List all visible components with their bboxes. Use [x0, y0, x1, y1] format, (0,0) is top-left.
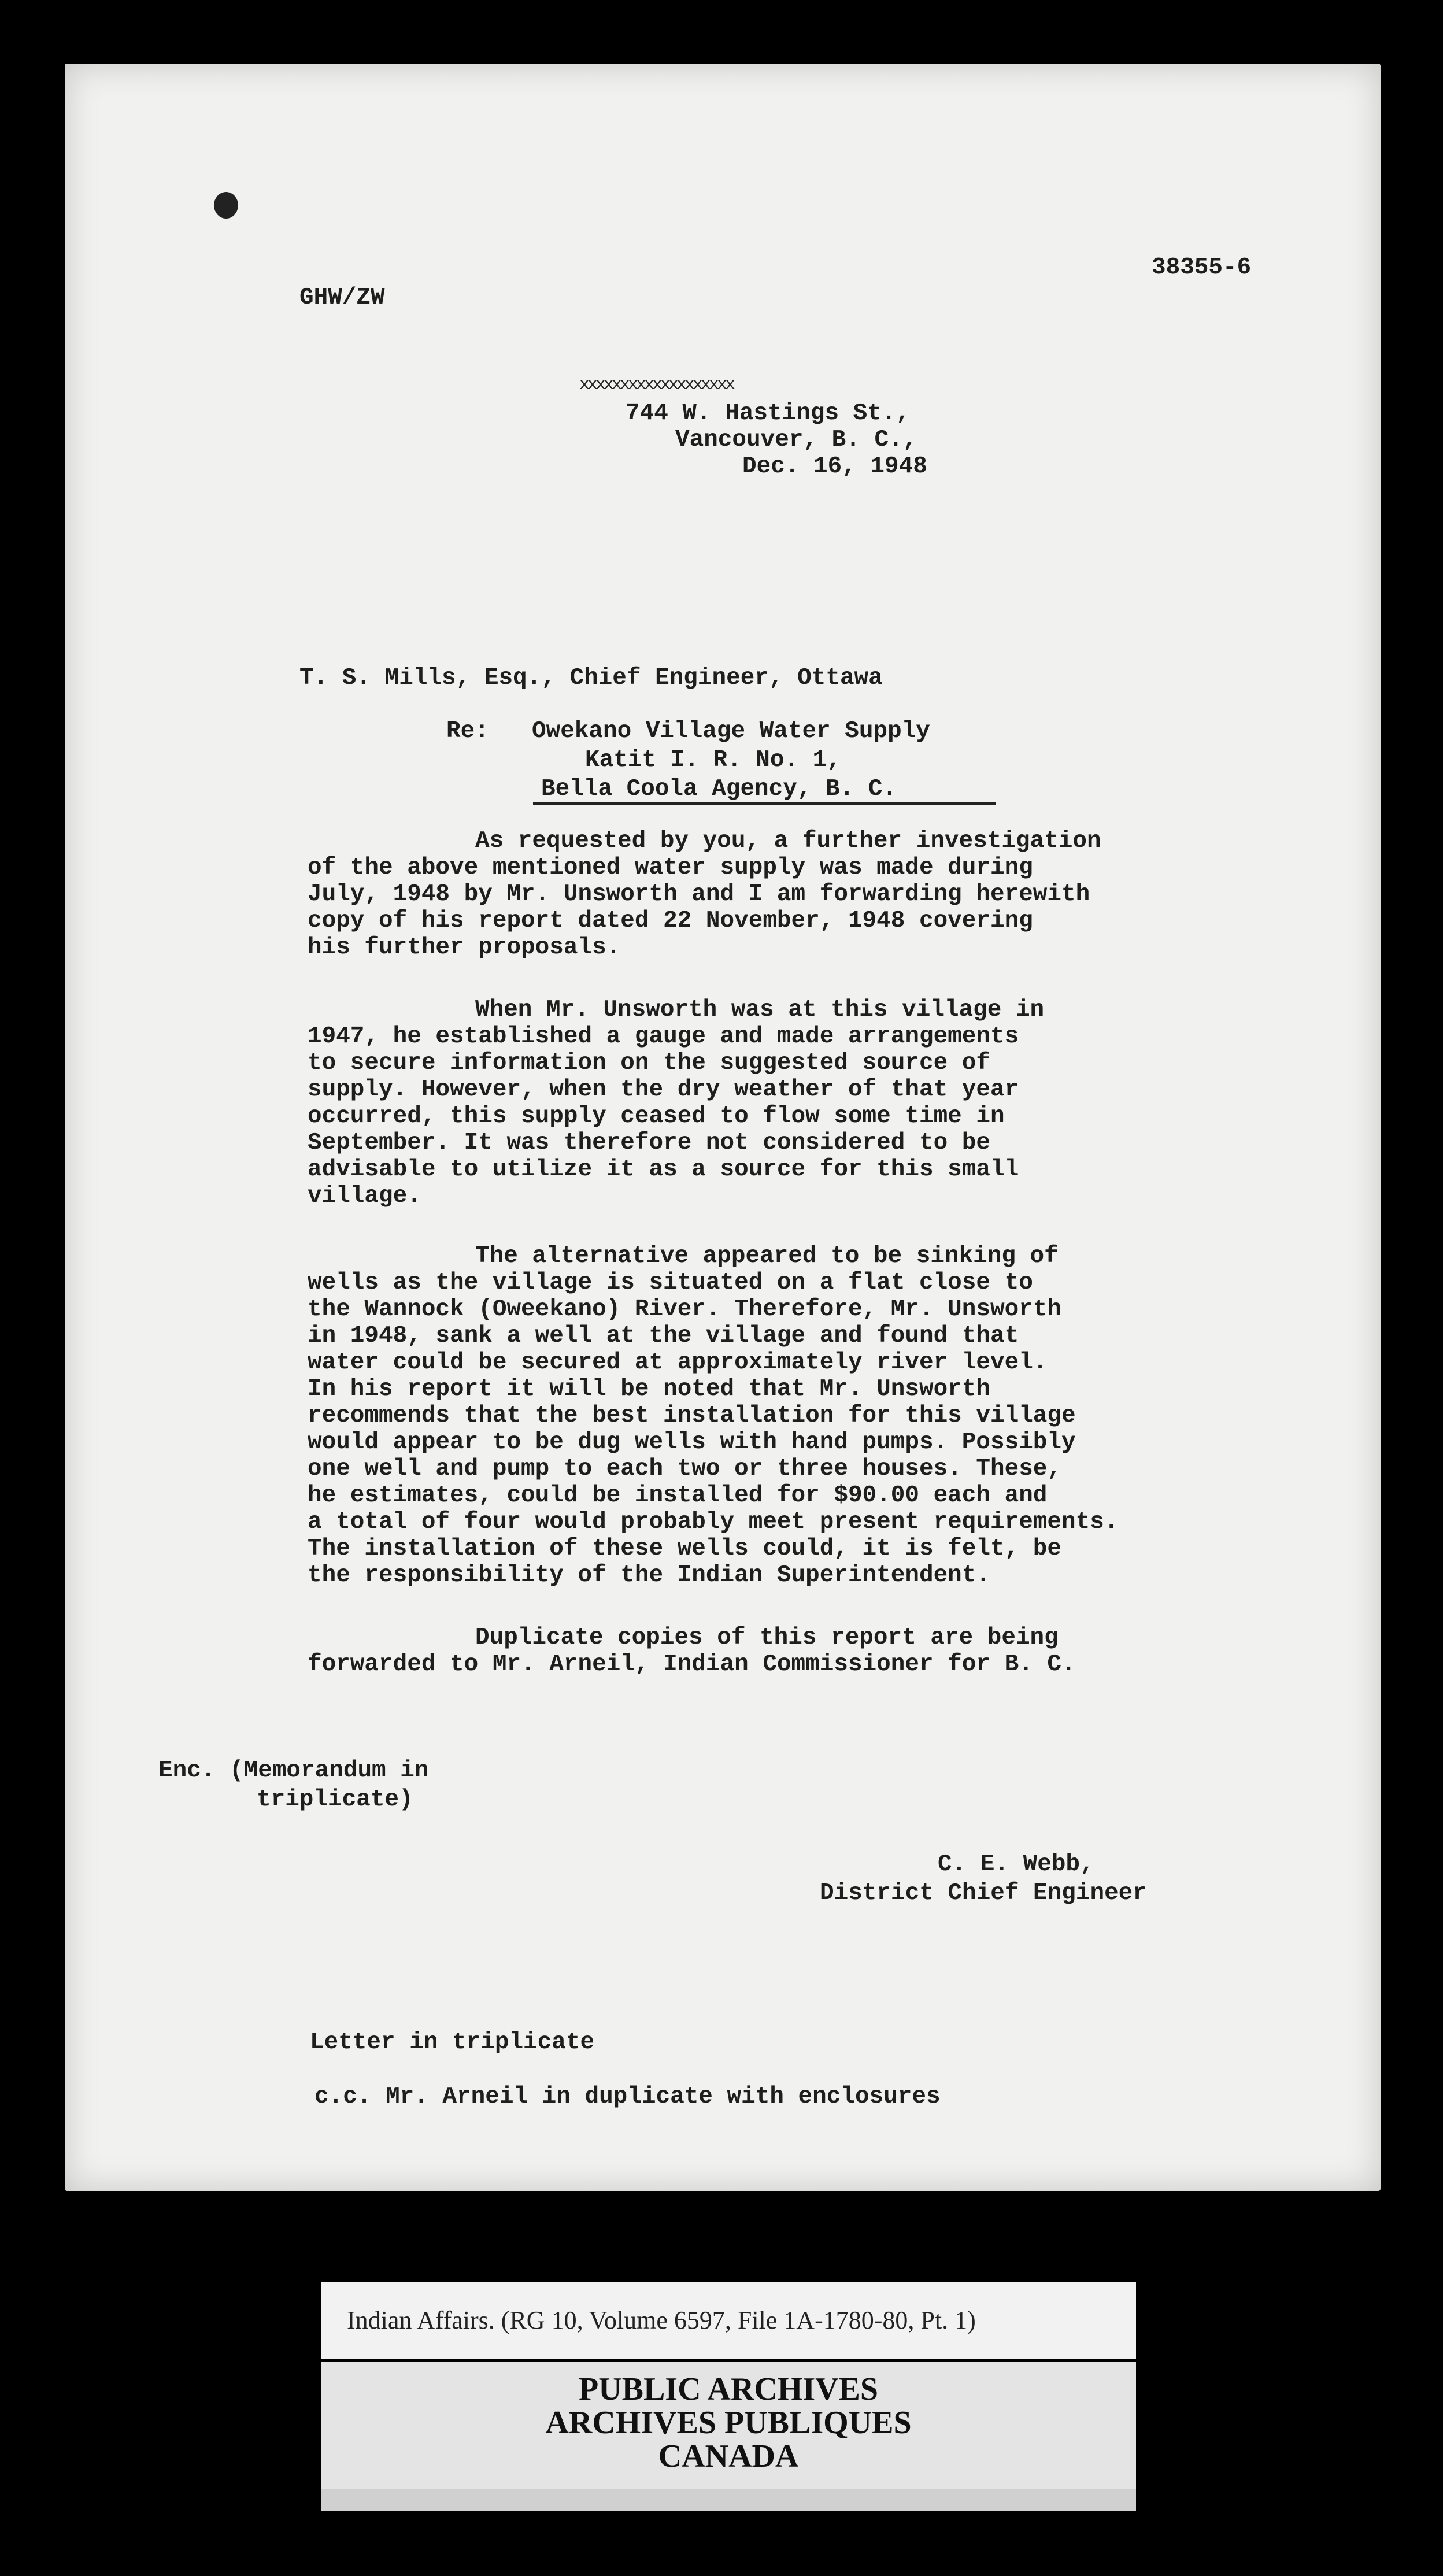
paragraph-3: The alternative appeared to be sinking of wells as the village is situated on a flat close to the Wannock (Oweekano) River. Therefore, Mr. Unsworth in 1948, sank a well at the village and found that water could be secured at approximately river level. In his report it will be noted that Mr. Unsworth recommends that the best installation for this village would appear to be dug wells with hand pumps. Possibly one well and pump to each two or three houses. These, he estimates, could be installed for $90.00 each and a total of four would probably meet present requirements. The installation of these wells could, it is felt, be the responsibility of the Indian Superintendent.	[308, 1243, 1119, 1589]
letter-page	[65, 64, 1381, 2191]
archives-stamp	[321, 2362, 1136, 2489]
file-number: 38355-6	[1152, 254, 1252, 281]
stamp-line-1: PUBLIC ARCHIVES	[578, 2371, 879, 2407]
note-carbon-copy: c.c. Mr. Arneil in duplicate with enclosures	[314, 2083, 941, 2110]
subject-line-1: Owekano Village Water Supply	[532, 718, 930, 745]
initials: GHW/ZW	[299, 284, 385, 311]
signature-title: District Chief Engineer	[820, 1880, 1147, 1907]
paragraph-4: Duplicate copies of this report are being forwarded to Mr. Arneil, Indian Commissioner for B. C.	[308, 1624, 1076, 1678]
paragraph-1: As requested by you, a further investigation of the above mentioned water supply was made during July, 1948 by Mr. Unsworth and I am forwarding herewith copy of his report dated 22 November, 1948 covering his further proposals.	[308, 828, 1101, 961]
address-line-2: Vancouver, B. C.,	[675, 427, 917, 453]
enclosure-line-2: triplicate)	[257, 1786, 413, 1813]
note-triplicate: Letter in triplicate	[310, 2029, 595, 2056]
subject-underline	[533, 802, 996, 805]
subject-line-3: Bella Coola Agency, B. C.	[541, 776, 897, 802]
stamp-line-2: ARCHIVES PUBLIQUES	[545, 2405, 912, 2441]
enclosure-line-1: Enc. (Memorandum in	[158, 1757, 429, 1784]
paragraph-2: When Mr. Unsworth was at this village in 1947, he established a gauge and made arrangements to secure information on the suggested source of supply. However, when the dry weather of that year occurred, this supply ceased to flow some time in September. It was therefore not considered to be advisable to utilize it as a source for this small village.	[308, 997, 1045, 1209]
address-rule: xxxxxxxxxxxxxxxxxxx	[579, 375, 734, 395]
stamp-border	[321, 2489, 1136, 2511]
signature-name: C. E. Webb,	[938, 1851, 1094, 1878]
recipient-line: T. S. Mills, Esq., Chief Engineer, Ottawa	[299, 665, 883, 691]
stamp-line-3: CANADA	[658, 2438, 799, 2474]
subject-re: Re:	[446, 718, 489, 745]
letter-date: Dec. 16, 1948	[742, 453, 927, 480]
subject-line-2: Katit I. R. No. 1,	[585, 747, 841, 773]
punch-hole	[214, 192, 238, 219]
archive-reference-label: Indian Affairs. (RG 10, Volume 6597, File 1A-1780-80, Pt. 1)	[321, 2282, 1136, 2359]
address-line-1: 744 W. Hastings St.,	[626, 400, 911, 427]
